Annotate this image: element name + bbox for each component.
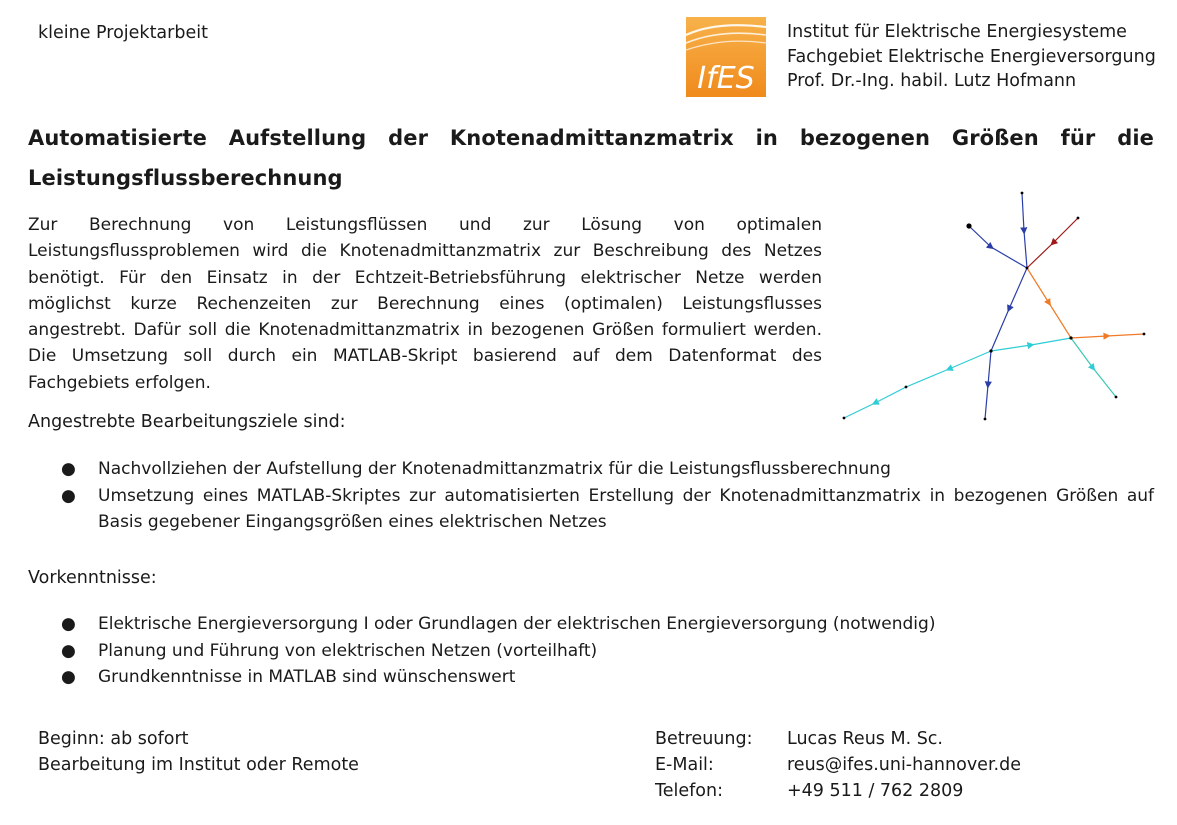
location-info: Bearbeitung im Institut oder Remote [38,755,359,775]
document-kind: kleine Projektarbeit [38,23,208,43]
list-item: ● Elektrische Energieversorgung I oder Grundlagen der elektrischen Energieversorgung (notwendig) [28,611,1154,638]
bullet-icon: ● [61,459,76,479]
list-item: ● Nachvollziehen der Aufstellung der Knotenadmittanzmatrix für die Leistungsflussberechnung [28,456,1154,483]
bullet-icon: ● [61,614,76,634]
contact-value: Lucas Reus M. Sc. [787,729,943,749]
bullet-icon: ● [61,485,76,506]
intro-paragraph: Zur Berechnung von Leistungsflüssen und zur Lösung von optimalen Leistungsflussproblemen wird die Knotenadmittanzmatrix zur Beschreibung des Netzes benötigt. Für den Einsatz in der Echtzeit-Betriebsführung elektrischer Netze werden möglichst kurze Rechenzeiten zur Berechnung eines (optimalen) Leistungsflusses angestrebt. Dafür soll die Knotenadmittanzmatrix in bezogenen Größen formuliert werden. Die Umsetzung soll durch ein MATLAB-Skript basierend auf dem Datenformat des Fachgebiets erfolgen. [28,215,822,393]
phone-number: +49 511 / 762 2809 [787,781,964,801]
prerequisites-label: Vorkenntnisse: [28,568,157,588]
bullet-icon: ● [61,640,76,661]
page-title: Automatisierte Aufstellung der Knotenadmittanzmatrix in bezogenen Größen für die Leistungsflussberechnung [28,126,1154,190]
list-item: ● Grundkenntnisse in MATLAB sind wünschenswert [28,664,1154,691]
start-info: Beginn: ab sofort [38,729,189,749]
contact-email [655,752,1021,778]
network-graph-illustration [835,185,1155,425]
contact-supervisor [655,726,1021,752]
professor-name: Prof. Dr.-Ing. habil. Lutz Hofmann [787,71,1077,91]
footer-left [38,726,359,778]
contact-block [655,726,1021,804]
list-item: ● Umsetzung eines MATLAB-Skriptes zur automatisierten Erstellung der Knotenadmittanzmatrix in bezogenen Größen auf Basis gegebener Eingangsgrößen eines elektrischen Netzes [28,483,1154,536]
institute-block [787,20,1156,94]
contact-key: E-Mail: [655,755,714,775]
ifes-logo [686,17,766,97]
logo-text: IfES [697,61,755,96]
bullet-icon: ● [61,667,76,687]
goals-list [28,456,1154,536]
prerequisites-list [28,611,1154,691]
email-link[interactable]: reus@ifes.uni-hannover.de [787,755,1021,775]
list-item: ● Planung und Führung von elektrischen Netzen (vorteilhaft) [28,638,1154,665]
goals-label: Angestrebte Bearbeitungsziele sind: [28,412,346,432]
institute-name: Institut für Elektrische Energiesysteme [787,22,1127,42]
contact-key: Telefon: [655,781,723,801]
department-name: Fachgebiet Elektrische Energieversorgung [787,46,1156,67]
contact-phone [655,778,1021,804]
contact-key: Betreuung: [655,729,753,749]
